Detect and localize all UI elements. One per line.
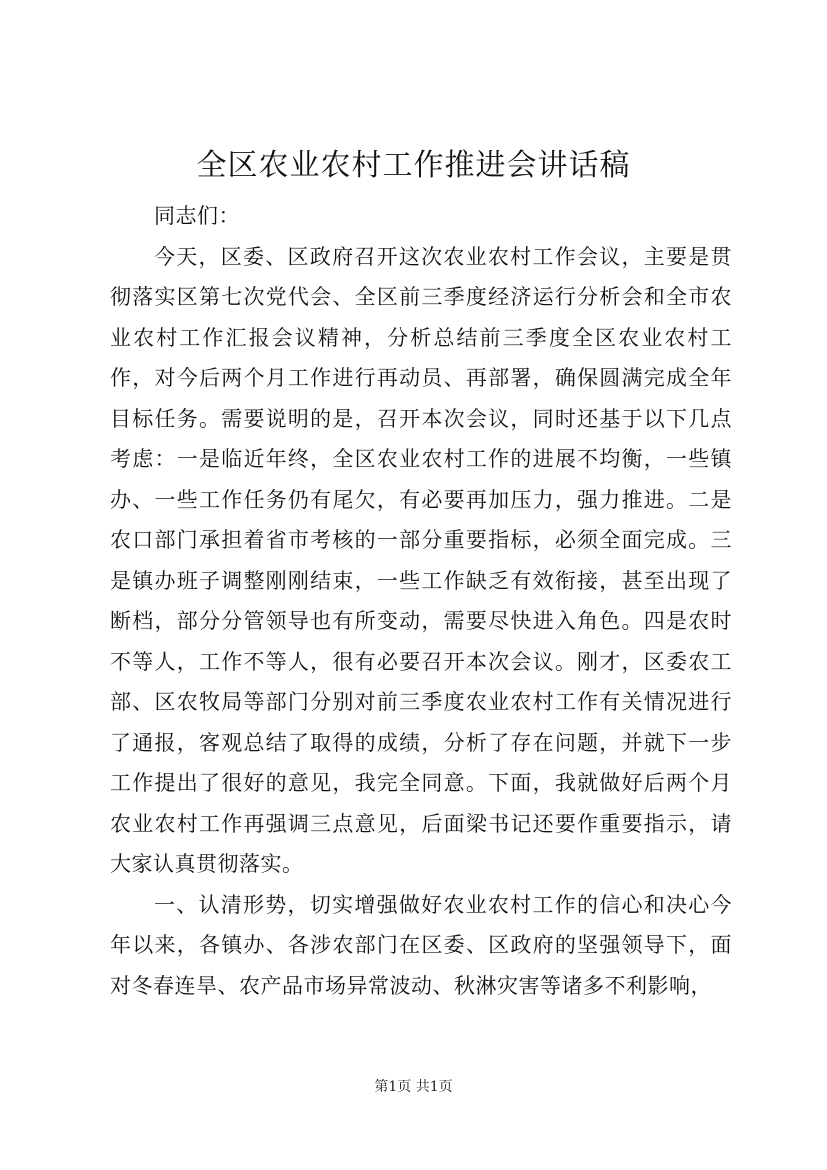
paragraph-1: 今天，区委、区政府召开这次农业农村工作会议，主要是贯彻落实区第七次党代会、全区前三季度经济运行分析会和全市农业农村工作汇报会议精神，分析总结前三季度全区农业农村工作，对今后两个月工作进行再动员、再部署，确保圆满完成全年目标任务。需要说明的是，召开本次会议，同时还基于以下几点考虑：一是临近年终，全区农业农村工作的进展不均衡，一些镇办、一些工作任务仍有尾欠，有必要再加压力，强力推进。二是农口部门承担着省市考核的一部分重要指标，必须全面完成。三是镇办班子调整刚刚结束，一些工作缺乏有效衔接，甚至出现了断档，部分分管领导也有所变动，需要尽快进入角色。四是农时不等人，工作不等人，很有必要召开本次会议。刚才，区委农工部、区农牧局等部门分别对前三季度农业农村工作有关情况进行了通报，客观总结了取得的成绩，分析了存在问题，并就下一步工作提出了很好的意见，我完全同意。下面，我就做好后两个月农业农村工作再强调三点意见，后面梁书记还要作重要指示，请大家认真贯彻落实。	[110, 244, 732, 876]
document-body	[110, 196, 732, 1006]
salutation: 同志们：	[154, 204, 240, 228]
document-title: 全区农业农村工作推进会讲话稿	[196, 148, 631, 183]
page-footer: 第1页 共1页	[374, 1079, 453, 1095]
paragraph-2: 一、认清形势，切实增强做好农业农村工作的信心和决心今年以来，各镇办、各涉农部门在区委、区政府的坚强领导下，面对冬春连旱、农产品市场异常波动、秋淋灾害等诸多不利影响，	[110, 892, 732, 998]
